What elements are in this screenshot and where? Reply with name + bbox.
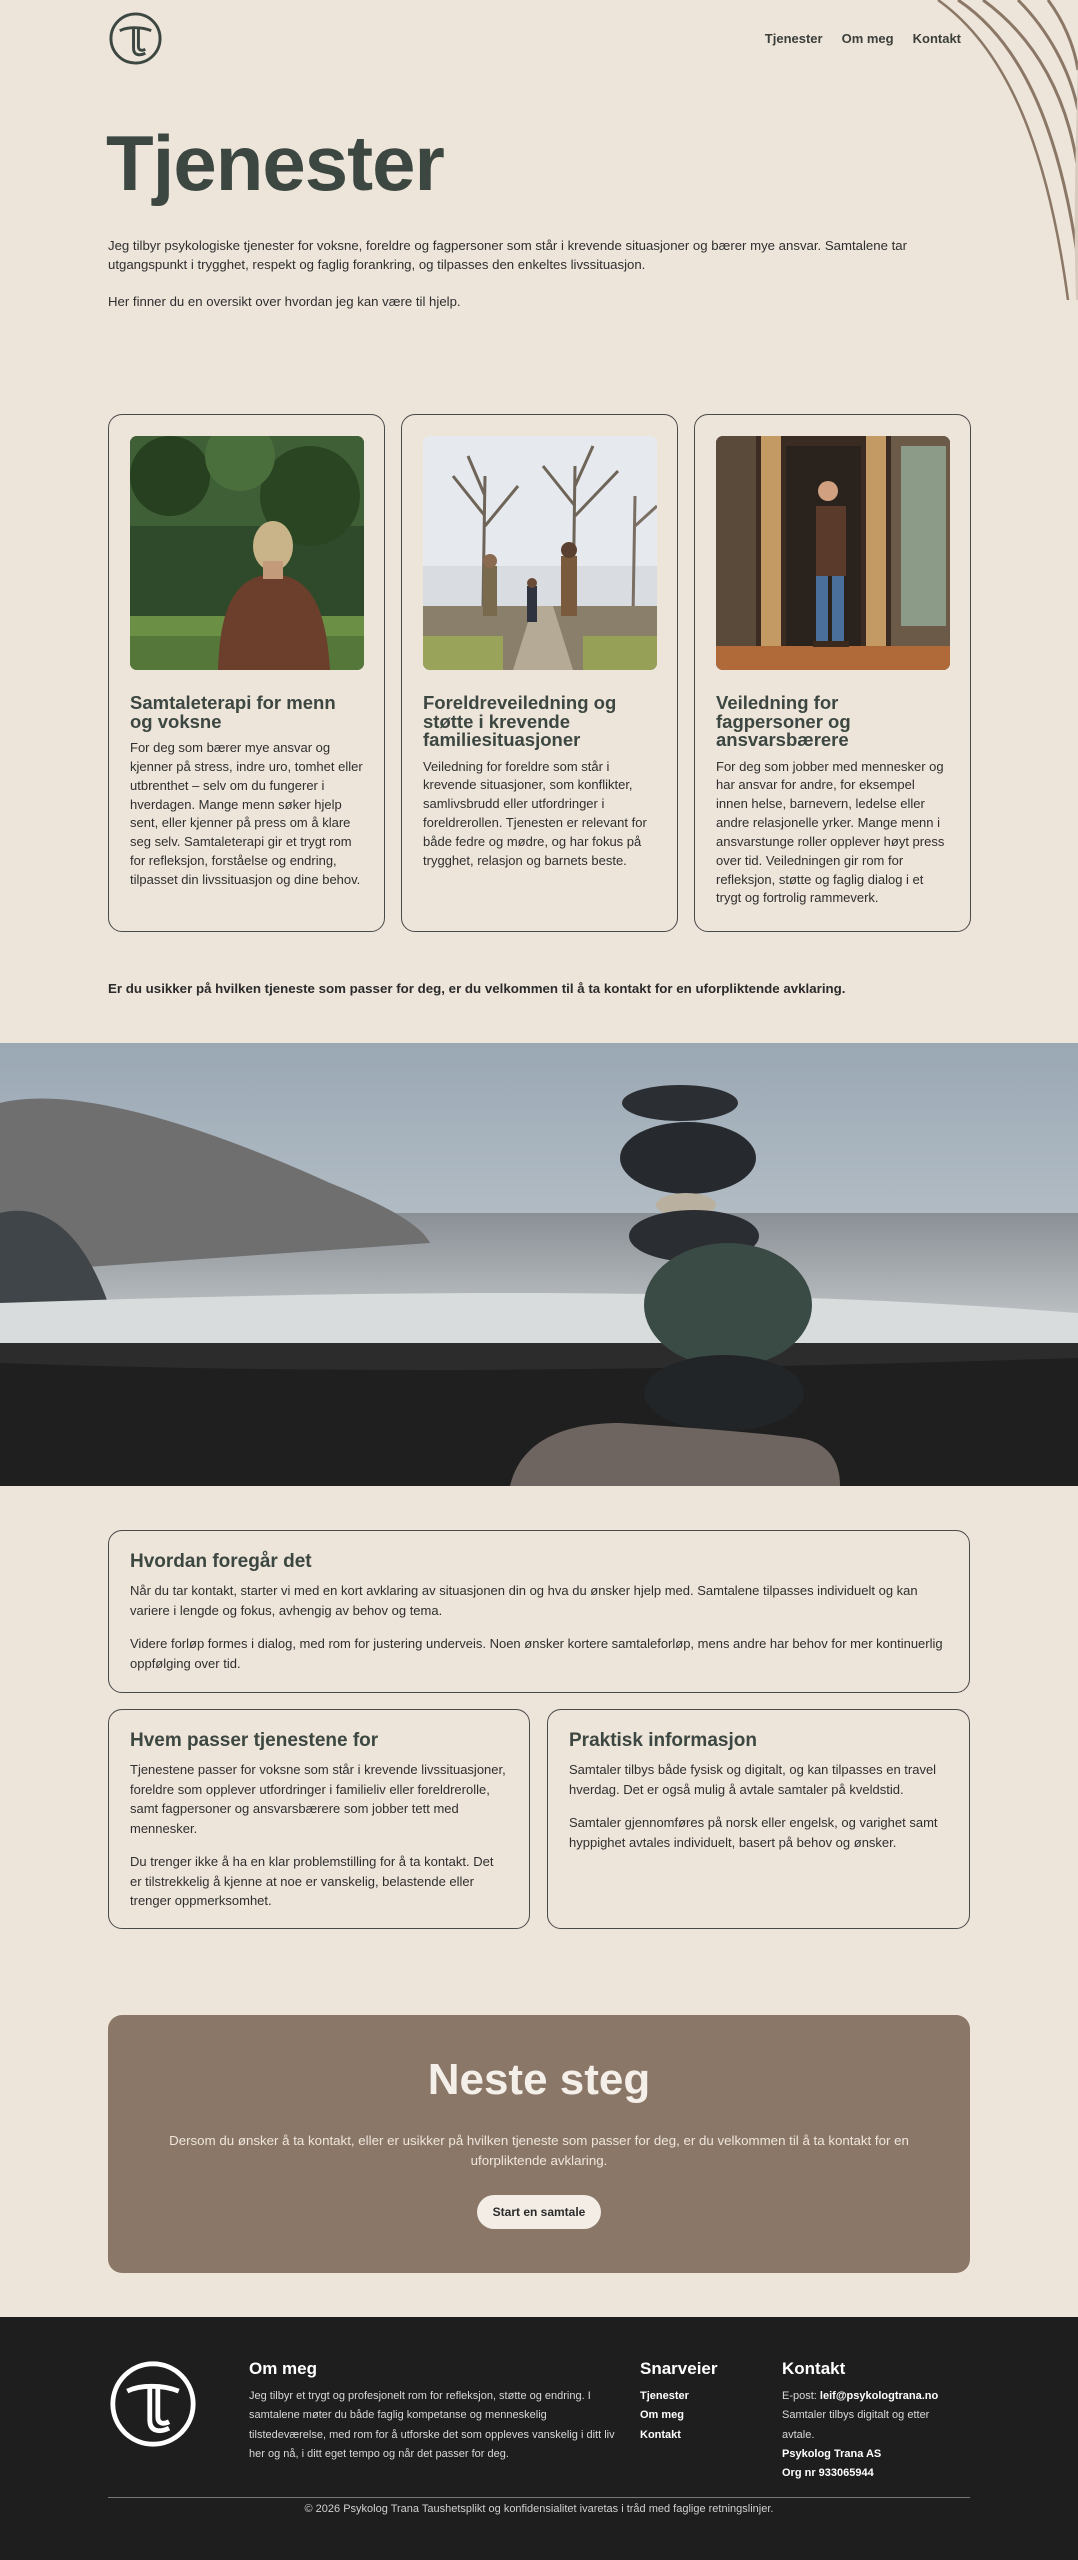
nav-link-om-meg[interactable]: Om meg <box>841 31 894 46</box>
service-card-professionals <box>694 414 971 932</box>
next-step-cta <box>108 2015 970 2273</box>
footer-shortcuts <box>640 2359 750 2445</box>
intro-text <box>108 236 970 311</box>
card-title: Veiledning for fagpersoner og ansvarsbærere <box>716 692 851 750</box>
intro-paragraph-1: Jeg tilbyr psykologiske tjenester for voksne, foreldre og fagpersoner som står i krevende situasjoner og bærer mye ansvar. Samtalene tar utgangspunkt i trygghet, respekt og faglig forankring, og tilpasses den enkeltes livssituasjon. <box>108 238 907 273</box>
stacked-stones-hero-image <box>0 1043 1078 1486</box>
footer-email-line <box>782 2387 952 2406</box>
practical-paragraph-1: Samtaler tilbys både fysisk og digitalt, og kan tilpasses en travel hverdag. Det er også mulig å avtale samtaler på kveldstid. <box>569 1762 937 1797</box>
man-at-door-photo <box>716 436 950 670</box>
main-nav <box>765 31 961 46</box>
practical-info-box <box>547 1709 970 1929</box>
man-in-forest-photo <box>130 436 364 670</box>
footer-divider <box>108 2497 970 2498</box>
unsure-text: Er du usikker på hvilken tjeneste som passer for deg, er du velkommen til å ta kontakt for en uforpliktende avklaring. <box>108 981 846 996</box>
who-paragraph-1: Tjenestene passer for voksne som står i krevende livssituasjoner, foreldre som opplever utfordringer i familieliv eller foreldrerolle, samt fagpersoner og ansvarsbærere som jobber tett med mennesker. <box>130 1762 506 1836</box>
how-title: Hvordan foregår det <box>130 1551 312 1572</box>
card-text: For deg som jobber med mennesker og har ansvar for andre, for eksempel innen helse, barnevern, ledelse eller andre relasjonelle yrker. Mange menn i ansvarstunge roller opplever høyt press over tid. Veiledningen gir rom for refleksjon, støtte og faglig dialog i et trygt og fortrolig rammeverk. <box>716 758 945 906</box>
cta-text: Dersom du ønsker å ta kontakt, eller er usikker på hvilken tjeneste som passer for deg, er du velkommen til å ta kontakt for en uforpliktende avklaring. <box>169 2133 909 2168</box>
nav-link-kontakt[interactable]: Kontakt <box>912 31 961 46</box>
footer-link-tjenester[interactable]: Tjenester <box>640 2390 689 2402</box>
footer-about-text: Jeg tilbyr et trygt og profesjonelt rom for refleksjon, støtte og endring. I samtalene møter du både faglig kompetanse og menneskelig tilstedeværelse, med rom for å utforske det som oppleves vanskelig i ditt liv her og nå, i ditt eget tempo og når det passer for deg. <box>249 2390 615 2460</box>
footer-contact <box>782 2359 952 2483</box>
site-footer <box>0 2317 1078 2560</box>
footer-about-title: Om meg <box>249 2359 318 2378</box>
footer-copyright: © 2026 Psykolog Trana Taushetsplikt og konfidensialitet ivaretas i tråd med faglige retningslinjer. <box>304 2503 774 2515</box>
service-card-men <box>108 414 385 932</box>
service-cards <box>108 414 970 932</box>
card-title: Samtaleterapi for menn og voksne <box>130 692 336 732</box>
footer-link-om-meg[interactable]: Om meg <box>640 2409 685 2422</box>
how-paragraph-2: Videre forløp formes i dialog, med rom for justering underveis. Noen ønsker kortere samtaleforløp, mens andre har behov for mer kontinuerlig oppfølging over tid. <box>130 1636 943 1671</box>
cta-title: Neste steg <box>427 2055 651 2104</box>
card-text: Veiledning for foreldre som står i krevende situasjoner, som konflikter, samlivsbrudd eller utfordringer i foreldrerollen. Tjenesten er relevant for både fedre og mødre, og har fokus på trygghet, relasjon og barnets beste. <box>423 758 647 868</box>
page-title: Tjenester <box>106 119 444 207</box>
footer-link-kontakt[interactable]: Kontakt <box>640 2428 681 2441</box>
start-conversation-button[interactable]: Start en samtale <box>477 2195 602 2229</box>
intro-paragraph-2: Her finner du en oversikt over hvordan jeg kan være til hjelp. <box>108 294 461 310</box>
footer-about <box>249 2359 619 2464</box>
practical-title: Praktisk informasjon <box>569 1730 757 1751</box>
email-label: E-post: <box>782 2390 817 2402</box>
who-paragraph-2: Du trenger ikke å ha en klar problemstilling for å ta kontakt. Det er tilstrekkelig å kjenne at noe er vanskelig, belastende eller trenger oppmerksomhet. <box>130 1854 494 1908</box>
who-title: Hvem passer tjenestene for <box>130 1730 379 1751</box>
card-title: Foreldreveiledning og støtte i krevende familiesituasjoner <box>423 692 617 750</box>
practical-paragraph-2: Samtaler gjennomføres på norsk eller engelsk, og varighet samt hyppighet avtales individuelt, basert på behov og ønsker. <box>569 1815 938 1850</box>
footer-contact-title: Kontakt <box>782 2359 846 2378</box>
service-card-parents <box>401 414 678 932</box>
footer-org: Org nr 933065944 <box>782 2467 874 2479</box>
footer-logo[interactable] <box>108 2359 198 2449</box>
how-it-works-box <box>108 1530 970 1693</box>
family-walking-photo <box>423 436 657 670</box>
who-is-it-for-box <box>108 1709 530 1929</box>
site-logo[interactable] <box>108 11 163 66</box>
footer-company: Psykolog Trana AS <box>782 2447 882 2460</box>
footer-contact-note: Samtaler tilbys digitalt og etter avtale. <box>782 2409 930 2441</box>
email-link[interactable]: leif@psykologtrana.no <box>819 2390 939 2402</box>
footer-shortcuts-title: Snarveier <box>640 2359 718 2378</box>
how-paragraph-1: Når du tar kontakt, starter vi med en kort avklaring av situasjonen din og hva du ønsker hjelp med. Samtalene tilpasses individuelt og kan variere i lengde og fokus, avhengig av behov og tema. <box>130 1583 918 1618</box>
nav-link-tjenester[interactable]: Tjenester <box>764 31 823 46</box>
card-text: For deg som bærer mye ansvar og kjenner på stress, indre uro, tomhet eller utbrenthet – selv om du fungerer i hverdagen. Mange menn søker hjelp sent, eller kjenner på press om å klare seg selv. Samtaleterapi gir et trygt rom for refleksjon, forståelse og endring, tilpasset din livssituasjon og dine behov. <box>130 740 363 887</box>
